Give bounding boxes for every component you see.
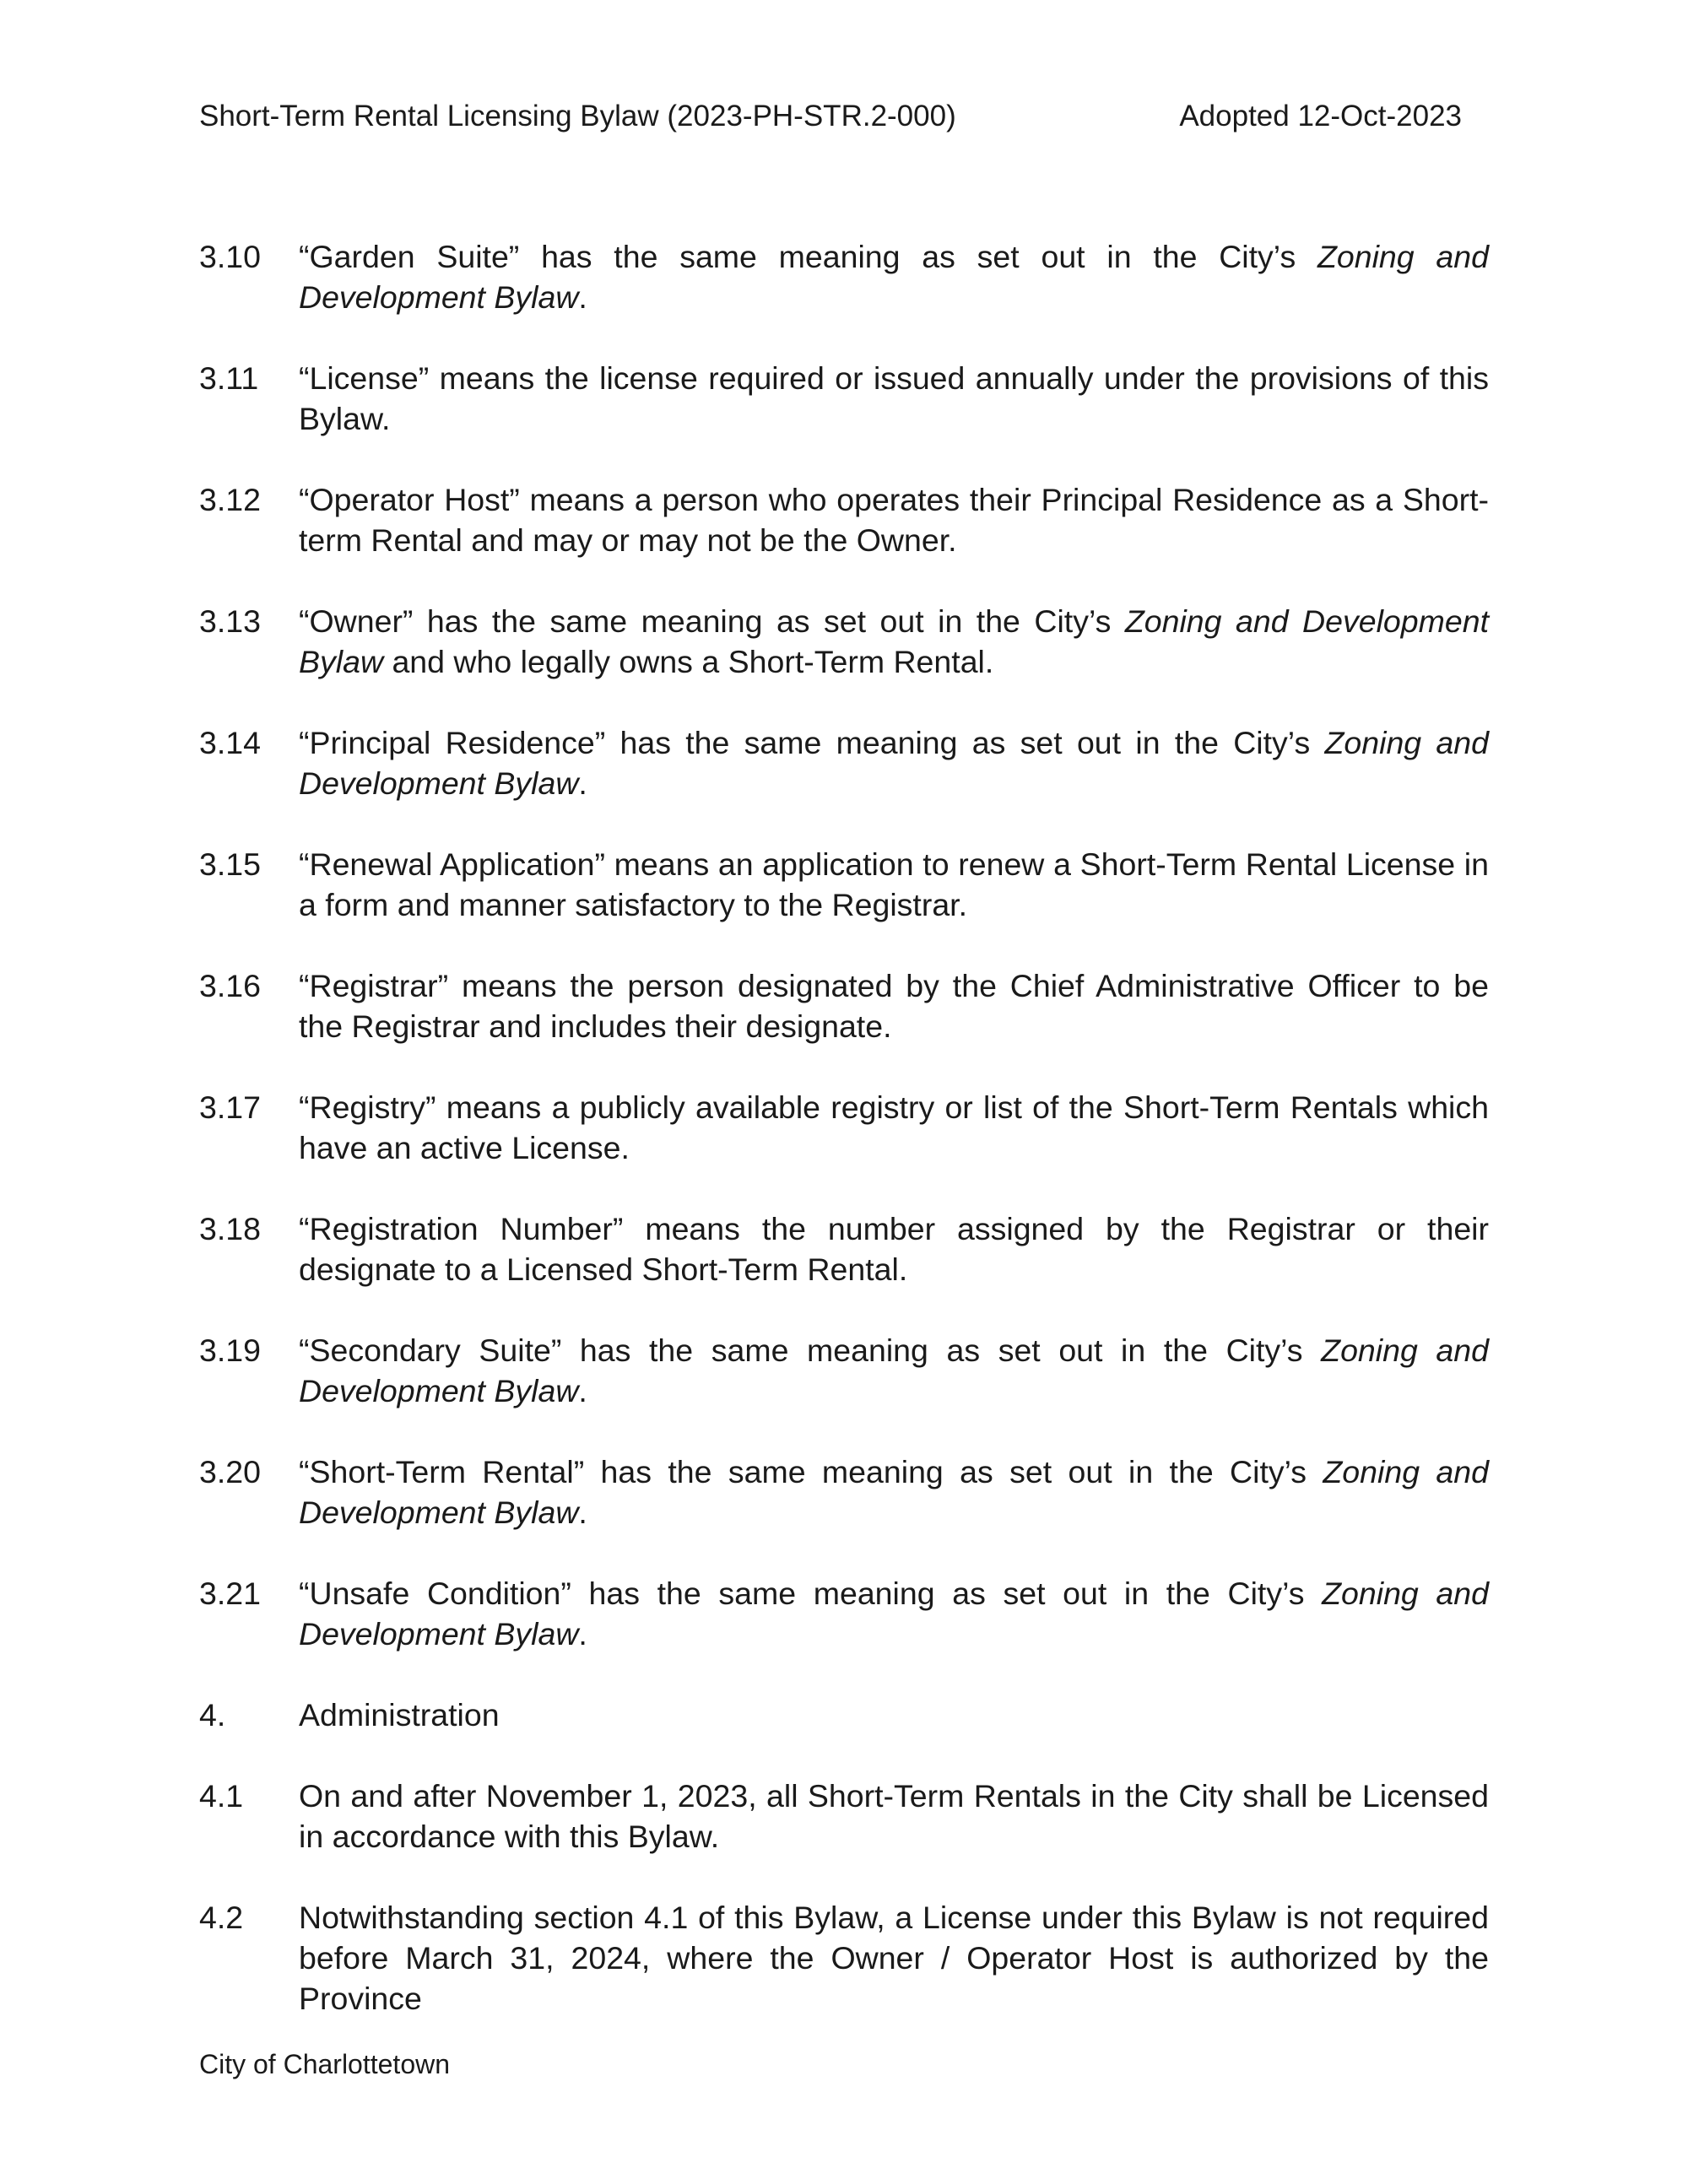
page-footer: City of Charlottetown <box>199 2049 451 2079</box>
clause-3-15 <box>199 844 1489 925</box>
bylaw-title: Short-Term Rental Licensing Bylaw (2023-PH-STR.2-000) <box>199 100 956 132</box>
clause-3-19 <box>199 1330 1489 1411</box>
clause-text: “Owner” has the same meaning as set out in the City’s Zoning and Development Bylaw and who legally owns a Short-Term Rental. <box>299 603 1489 679</box>
clause-number: 3.16 <box>199 968 261 1003</box>
section-title: Administration <box>299 1697 500 1733</box>
clause-number: 3.18 <box>199 1211 261 1246</box>
adopted-date: Adopted 12-Oct-2023 <box>1179 100 1462 132</box>
section-heading-administration <box>199 1695 1489 1735</box>
clause-number: 4.1 <box>199 1778 244 1814</box>
clause-number: 3.19 <box>199 1333 261 1368</box>
clause-4-2 <box>199 1897 1489 2019</box>
clause-number: 3.10 <box>199 239 261 274</box>
clause-text: “Garden Suite” has the same meaning as set out in the City’s Zoning and Development Bylaw. <box>299 239 1489 315</box>
clause-3-18 <box>199 1208 1489 1289</box>
clause-text: “Renewal Application” means an application to renew a Short-Term Rental License in a form and manner satisfactory to the Registrar. <box>299 846 1489 922</box>
clause-3-14 <box>199 722 1489 803</box>
section-number: 4. <box>199 1697 226 1733</box>
clause-3-11 <box>199 358 1489 439</box>
clause-number: 3.21 <box>199 1576 261 1611</box>
clause-3-20 <box>199 1451 1489 1533</box>
clause-text: “Registrar” means the person designated by the Chief Administrative Officer to be the Registrar and includes their designate. <box>299 968 1489 1044</box>
clause-3-16 <box>199 965 1489 1046</box>
clause-text: “License” means the license required or issued annually under the provisions of this Bylaw. <box>299 360 1489 436</box>
clause-3-17 <box>199 1087 1489 1168</box>
clause-text: “Operator Host” means a person who operates their Principal Residence as a Short-term Rental and may or may not be the Owner. <box>299 482 1489 558</box>
clause-text: “Principal Residence” has the same meaning as set out in the City’s Zoning and Development Bylaw. <box>299 725 1490 801</box>
document-body <box>199 236 1489 2059</box>
clause-text: “Short-Term Rental” has the same meaning as set out in the City’s Zoning and Development Bylaw. <box>299 1454 1489 1530</box>
clause-3-21 <box>199 1573 1489 1654</box>
clause-4-1 <box>199 1776 1489 1857</box>
clause-text: “Unsafe Condition” has the same meaning as set out in the City’s Zoning and Development Bylaw. <box>299 1576 1489 1652</box>
page-header <box>199 98 1462 135</box>
clause-number: 3.13 <box>199 603 261 639</box>
clause-number: 3.14 <box>199 725 261 760</box>
clause-number: 3.17 <box>199 1089 261 1125</box>
clause-text: “Secondary Suite” has the same meaning as set out in the City’s Zoning and Development Bylaw. <box>299 1333 1490 1408</box>
clause-text: “Registration Number” means the number assigned by the Registrar or their designate to a Licensed Short-Term Rental. <box>299 1211 1489 1287</box>
clause-text: Notwithstanding section 4.1 of this Bylaw, a License under this Bylaw is not required before March 31, 2024, where the Owner / Operator Host is authorized by the Province <box>299 1900 1489 2016</box>
clause-number: 3.20 <box>199 1454 261 1489</box>
clause-3-12 <box>199 479 1489 560</box>
clause-3-10 <box>199 236 1489 317</box>
clause-number: 3.15 <box>199 846 261 882</box>
clause-3-13 <box>199 601 1489 682</box>
clause-number: 3.12 <box>199 482 261 517</box>
clause-number: 4.2 <box>199 1900 244 1935</box>
clause-text: On and after November 1, 2023, all Short-Term Rentals in the City shall be Licensed in accordance with this Bylaw. <box>299 1778 1489 1854</box>
clause-text: “Registry” means a publicly available registry or list of the Short-Term Rentals which have an active License. <box>299 1089 1489 1165</box>
clause-number: 3.11 <box>199 360 259 396</box>
